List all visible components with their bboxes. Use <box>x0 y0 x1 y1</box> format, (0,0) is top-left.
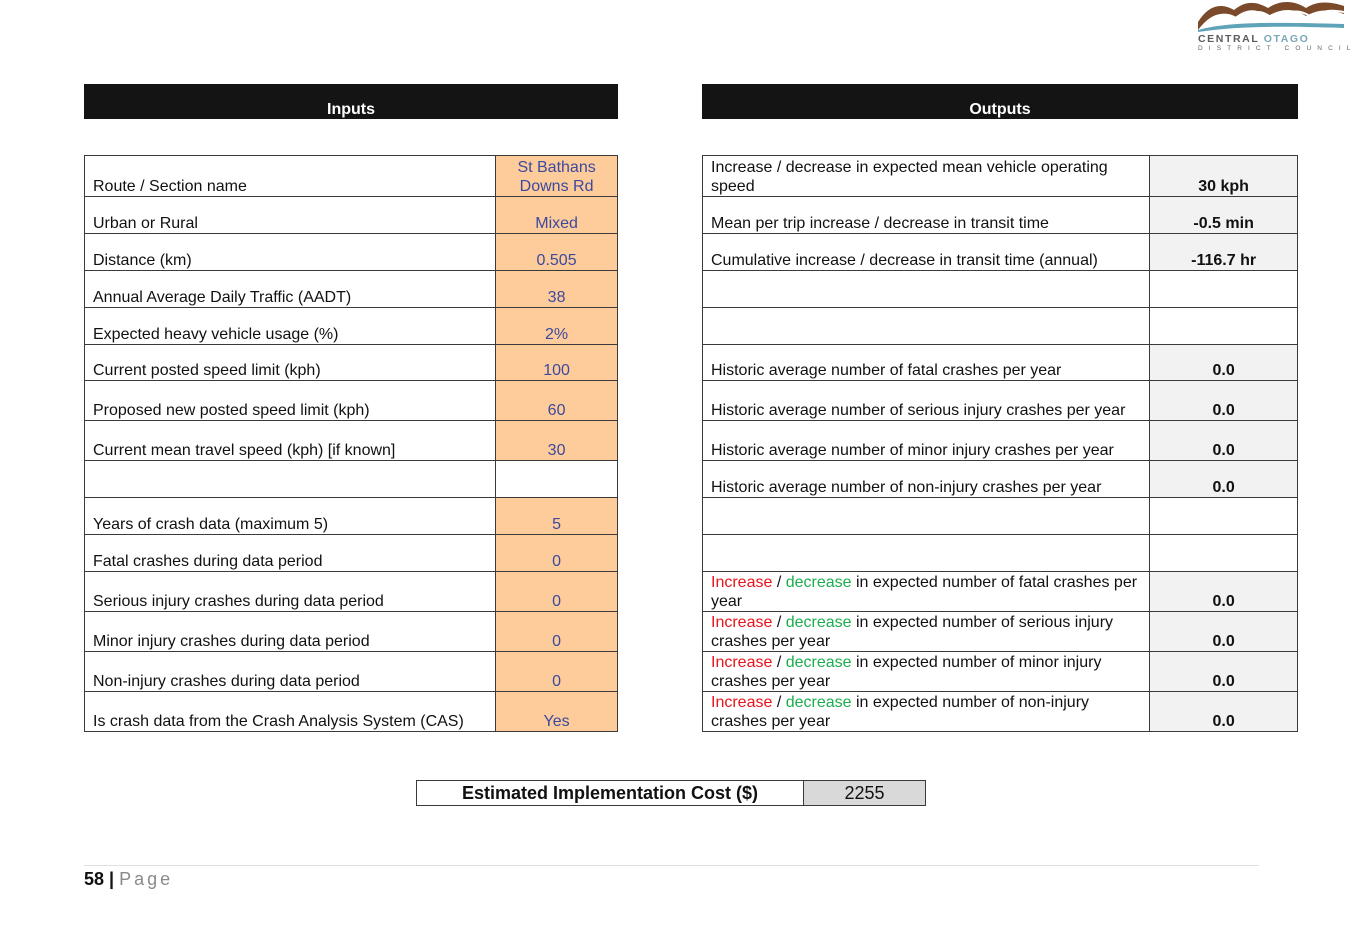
input-value: 30 <box>496 421 618 461</box>
output-row <box>703 612 1298 652</box>
input-row <box>85 381 618 421</box>
output-value <box>1150 498 1298 535</box>
input-label: Minor injury crashes during data period <box>85 612 496 652</box>
input-value: 38 <box>496 271 618 308</box>
input-row <box>85 271 618 308</box>
output-label: Historic average number of serious injury crashes per year <box>703 381 1150 421</box>
input-row <box>85 461 618 498</box>
input-label: Years of crash data (maximum 5) <box>85 498 496 535</box>
slash: / <box>772 614 786 631</box>
output-value: 0.0 <box>1150 692 1298 732</box>
outputs-header: Outputs <box>702 84 1298 119</box>
decrease-word: decrease <box>785 614 852 631</box>
slash: / <box>772 654 786 671</box>
input-value: 0 <box>496 612 618 652</box>
decrease-word: decrease <box>785 654 852 671</box>
input-value: St Bathans Downs Rd <box>496 156 618 197</box>
input-label: Annual Average Daily Traffic (AADT) <box>85 271 496 308</box>
output-row <box>703 156 1298 197</box>
output-value <box>1150 308 1298 345</box>
input-value: Mixed <box>496 197 618 234</box>
input-label: Current mean travel speed (kph) [if known] <box>85 421 496 461</box>
output-label-text: in expected number of non-injury crashes per year <box>711 694 1090 730</box>
outputs-table <box>702 155 1298 732</box>
output-label-text: in expected number of minor injury crashes per year <box>711 654 1102 690</box>
output-row <box>703 197 1298 234</box>
input-row <box>85 308 618 345</box>
page-number: 58 <box>84 869 105 889</box>
output-row <box>703 234 1298 271</box>
input-value: 0 <box>496 535 618 572</box>
output-label: Historic average number of fatal crashes per year <box>703 345 1150 381</box>
inputs-table <box>84 155 618 732</box>
output-row <box>703 381 1298 421</box>
footer-divider <box>84 865 1259 866</box>
slash: / <box>772 694 786 711</box>
output-value: 30 kph <box>1150 156 1298 197</box>
output-value: -0.5 min <box>1150 197 1298 234</box>
input-row <box>85 197 618 234</box>
decrease-word: decrease <box>785 694 852 711</box>
increase-word: Increase <box>711 574 773 591</box>
page-footer: 58 | Page <box>84 869 174 889</box>
input-value: 0.505 <box>496 234 618 271</box>
increase-word: Increase <box>711 614 773 631</box>
output-row <box>703 421 1298 461</box>
input-row <box>85 421 618 461</box>
output-row <box>703 461 1298 498</box>
cost-table <box>416 780 926 806</box>
cost-value: 2255 <box>804 781 926 806</box>
input-label: Urban or Rural <box>85 197 496 234</box>
output-label <box>703 498 1150 535</box>
input-row <box>85 156 618 197</box>
output-row <box>703 692 1298 732</box>
increase-word: Increase <box>711 654 773 671</box>
input-label: Proposed new posted speed limit (kph) <box>85 381 496 421</box>
output-label <box>703 308 1150 345</box>
output-label <box>703 535 1150 572</box>
output-label <box>703 652 1150 692</box>
output-row <box>703 271 1298 308</box>
output-row <box>703 572 1298 612</box>
input-label: Fatal crashes during data period <box>85 535 496 572</box>
output-value: 0.0 <box>1150 421 1298 461</box>
input-row <box>85 572 618 612</box>
input-value: Yes <box>496 692 618 732</box>
input-value: 2% <box>496 308 618 345</box>
input-value: 100 <box>496 345 618 381</box>
output-label-text: in expected number of serious injury crashes per year <box>711 614 1114 650</box>
output-label: Mean per trip increase / decrease in transit time <box>703 197 1150 234</box>
logo-name: CENTRAL OTAGO <box>1198 33 1310 45</box>
input-row <box>85 692 618 732</box>
input-row <box>85 535 618 572</box>
output-label-text: in expected number of fatal crashes per year <box>711 574 1138 610</box>
logo-hills-graphic <box>1198 0 1344 32</box>
output-row <box>703 308 1298 345</box>
output-label <box>703 572 1150 612</box>
input-value <box>496 461 618 498</box>
input-label: Is crash data from the Crash Analysis System (CAS) <box>85 692 496 732</box>
output-row <box>703 652 1298 692</box>
output-label <box>703 692 1150 732</box>
input-label: Distance (km) <box>85 234 496 271</box>
input-label: Current posted speed limit (kph) <box>85 345 496 381</box>
output-value <box>1150 271 1298 308</box>
input-row <box>85 234 618 271</box>
output-label: Historic average number of non-injury crashes per year <box>703 461 1150 498</box>
input-value: 0 <box>496 572 618 612</box>
input-row <box>85 652 618 692</box>
input-value: 0 <box>496 652 618 692</box>
output-value: 0.0 <box>1150 612 1298 652</box>
output-value <box>1150 535 1298 572</box>
output-value: 0.0 <box>1150 652 1298 692</box>
input-label <box>85 461 496 498</box>
inputs-header: Inputs <box>84 84 618 119</box>
input-row <box>85 498 618 535</box>
output-value: 0.0 <box>1150 461 1298 498</box>
input-label: Route / Section name <box>85 156 496 197</box>
output-value: 0.0 <box>1150 381 1298 421</box>
council-logo <box>1198 0 1357 56</box>
output-label <box>703 271 1150 308</box>
input-label: Non-injury crashes during data period <box>85 652 496 692</box>
input-label: Serious injury crashes during data period <box>85 572 496 612</box>
output-row <box>703 345 1298 381</box>
input-value: 5 <box>496 498 618 535</box>
output-label: Increase / decrease in expected mean vehicle operating speed <box>703 156 1150 197</box>
output-label: Cumulative increase / decrease in transit time (annual) <box>703 234 1150 271</box>
output-row <box>703 535 1298 572</box>
input-row <box>85 345 618 381</box>
logo-subtitle: DISTRICT COUNCIL <box>1198 45 1357 52</box>
page-word: Page <box>119 869 174 889</box>
decrease-word: decrease <box>785 574 852 591</box>
output-label: Historic average number of minor injury crashes per year <box>703 421 1150 461</box>
increase-word: Increase <box>711 694 773 711</box>
input-label: Expected heavy vehicle usage (%) <box>85 308 496 345</box>
output-label <box>703 612 1150 652</box>
output-value: -116.7 hr <box>1150 234 1298 271</box>
slash: / <box>772 574 786 591</box>
input-row <box>85 612 618 652</box>
output-value: 0.0 <box>1150 572 1298 612</box>
output-value: 0.0 <box>1150 345 1298 381</box>
input-value: 60 <box>496 381 618 421</box>
cost-label: Estimated Implementation Cost ($) <box>417 781 804 806</box>
output-row <box>703 498 1298 535</box>
